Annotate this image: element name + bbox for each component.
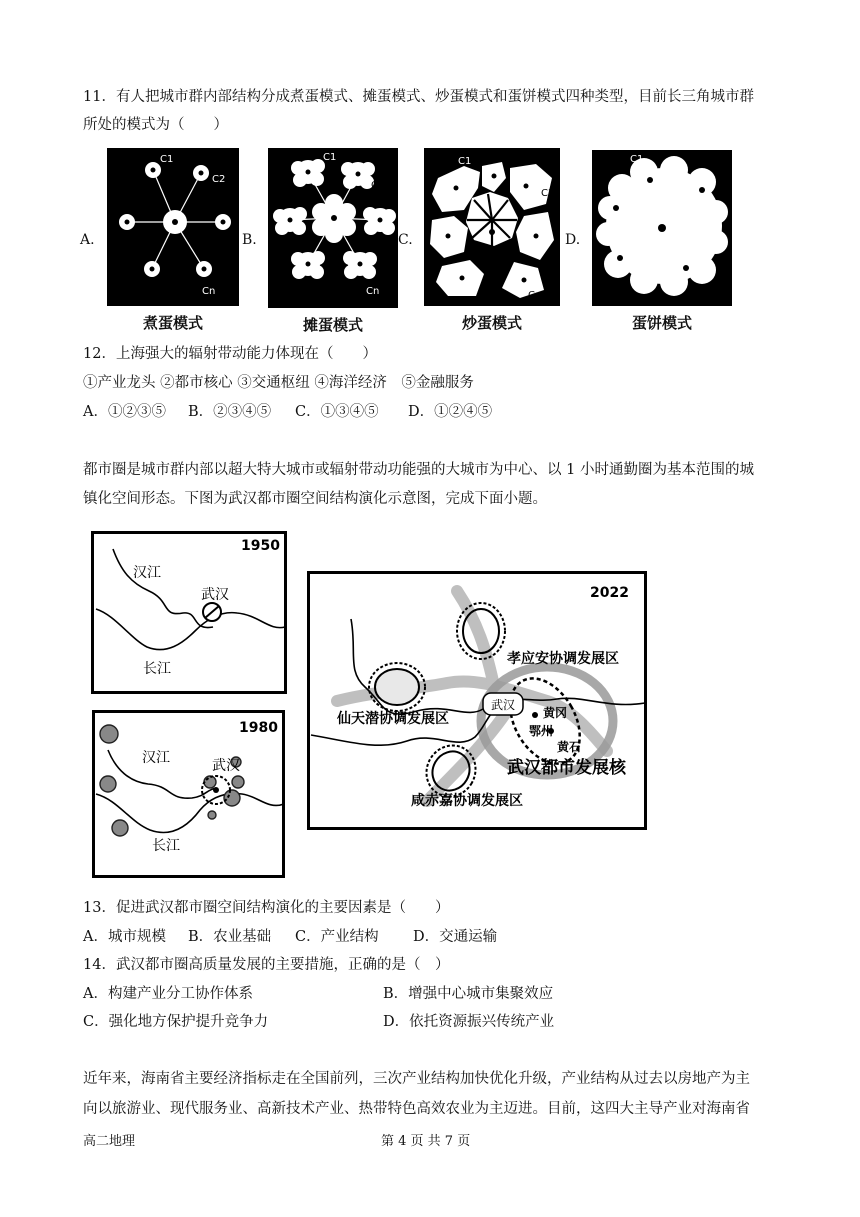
q11-option-d-label: D. bbox=[565, 232, 581, 248]
footer-subject: 高二地理 bbox=[83, 1134, 136, 1149]
map-1980-changjiang: 长江 bbox=[152, 838, 180, 854]
map-2022 bbox=[307, 571, 647, 830]
q12-items: ①产业龙头 ②都市核心 ③交通枢纽 ④海洋经济 ⑤金融服务 bbox=[83, 375, 474, 391]
boiled-cn-label: Cn bbox=[202, 286, 216, 297]
scrambled-cn-label: Cn bbox=[528, 290, 542, 301]
map-1980-year: 1980 bbox=[239, 720, 278, 736]
pancake-c2-label: C2 bbox=[718, 182, 732, 193]
spread-c1-label: C1 bbox=[323, 152, 337, 163]
pancake-cn-label: Cn bbox=[702, 283, 716, 294]
scrambled-c1-label: C1 bbox=[458, 156, 472, 167]
map-2022-ezhou: 鄂州 bbox=[529, 724, 554, 738]
map-1980-hanjiang: 汉江 bbox=[142, 750, 170, 766]
q12-stem: 12．上海强大的辐射带动能力体现在（ ） bbox=[83, 346, 377, 362]
q14-choice-c: C．强化地方保护提升竞争力 bbox=[83, 1014, 269, 1030]
q14-choice-b: B．增强中心城市集聚效应 bbox=[383, 986, 554, 1002]
map-2022-wuhan: 武汉 bbox=[491, 698, 516, 712]
spread-egg-caption: 摊蛋模式 bbox=[302, 316, 363, 334]
scrambled-egg-diagram bbox=[424, 148, 560, 306]
map-1950-hanjiang: 汉江 bbox=[133, 565, 161, 581]
q11-stem-line2: 所处的模式为（ ） bbox=[83, 117, 228, 133]
q12-choice-b: B．②③④⑤ bbox=[188, 404, 272, 420]
map-2022-huanggang: 黄冈 bbox=[543, 706, 568, 720]
q12-choice-c: C．①③④⑤ bbox=[295, 404, 379, 420]
material-line2: 镇化空间形态。下图为武汉都市圈空间结构演化示意图，完成下面小题。 bbox=[83, 491, 547, 507]
map-2022-xianchijia: 咸赤嘉协调发展区 bbox=[411, 793, 523, 809]
q11-option-b-label: B. bbox=[242, 232, 257, 248]
q11-option-a-label: A. bbox=[80, 232, 95, 248]
q13-stem: 13．促进武汉都市圈空间结构演化的主要因素是（ ） bbox=[83, 900, 450, 916]
q14-choice-d: D．依托资源振兴传统产业 bbox=[383, 1014, 555, 1030]
boiled-c1-label: C1 bbox=[160, 154, 174, 165]
map-2022-xiantianqian: 仙天潜协调发展区 bbox=[337, 711, 449, 727]
material-line1: 都市圈是城市群内部以超大特大城市或辐射带动功能强的大城市为中心、以 1 小时通勤圈为基本范围的城 bbox=[83, 462, 754, 478]
map-1950-year: 1950 bbox=[241, 538, 280, 554]
map-2022-xiaoyingan: 孝应安协调发展区 bbox=[507, 651, 619, 667]
hainan-line1: 近年来，海南省主要经济指标走在全国前列，三次产业结构加快优化升级，产业结构从过去以房地产为主 bbox=[83, 1071, 750, 1087]
q13-choice-a: A．城市规模 bbox=[83, 929, 166, 945]
boiled-egg-caption: 煮蛋模式 bbox=[142, 314, 203, 332]
map-1950 bbox=[91, 531, 287, 694]
q14-stem: 14．武汉都市圈高质量发展的主要措施，正确的是（ ） bbox=[83, 957, 450, 973]
map-1950-wuhan: 武汉 bbox=[201, 587, 229, 603]
q14-choice-a: A．构建产业分工协作体系 bbox=[83, 986, 253, 1002]
q13-choice-c: C．产业结构 bbox=[295, 929, 379, 945]
spread-egg-diagram bbox=[268, 148, 398, 308]
map-1980 bbox=[92, 710, 285, 878]
scrambled-c2-label: C2 bbox=[541, 188, 555, 199]
footer-page: 第 4 页 共 7 页 bbox=[381, 1134, 471, 1149]
map-1980-wuhan: 武汉 bbox=[212, 758, 240, 774]
q12-choice-d: D．①②④⑤ bbox=[408, 404, 493, 420]
boiled-egg-diagram bbox=[107, 148, 239, 306]
map-2022-huangshi: 黄石 bbox=[557, 740, 582, 754]
pancake-diagram bbox=[592, 150, 732, 306]
q11-stem-line1: 11．有人把城市群内部结构分成煮蛋模式、摊蛋模式、炒蛋模式和蛋饼模式四种类型，目前长三角城市群 bbox=[83, 89, 754, 105]
q11-option-c-label: C. bbox=[398, 232, 413, 248]
spread-c2-label: C2 bbox=[371, 180, 385, 191]
q13-choice-d: D．交通运输 bbox=[413, 929, 498, 945]
boiled-c2-label: C2 bbox=[212, 174, 226, 185]
map-1950-changjiang: 长江 bbox=[143, 661, 171, 677]
map-2022-core: 武汉都市发展核 bbox=[507, 758, 626, 778]
spread-cn-label: Cn bbox=[366, 286, 380, 297]
scrambled-egg-caption: 炒蛋模式 bbox=[461, 314, 522, 332]
pancake-c1-label: C1 bbox=[630, 154, 644, 165]
hainan-line2: 向以旅游业、现代服务业、高新技术产业、热带特色高效农业为主迈进。目前，这四大主导产业对海南省 bbox=[83, 1101, 750, 1117]
q13-choice-b: B．农业基础 bbox=[188, 929, 272, 945]
pancake-caption: 蛋饼模式 bbox=[631, 314, 692, 332]
q12-choice-a: A．①②③⑤ bbox=[83, 404, 166, 420]
map-2022-year: 2022 bbox=[590, 585, 629, 601]
